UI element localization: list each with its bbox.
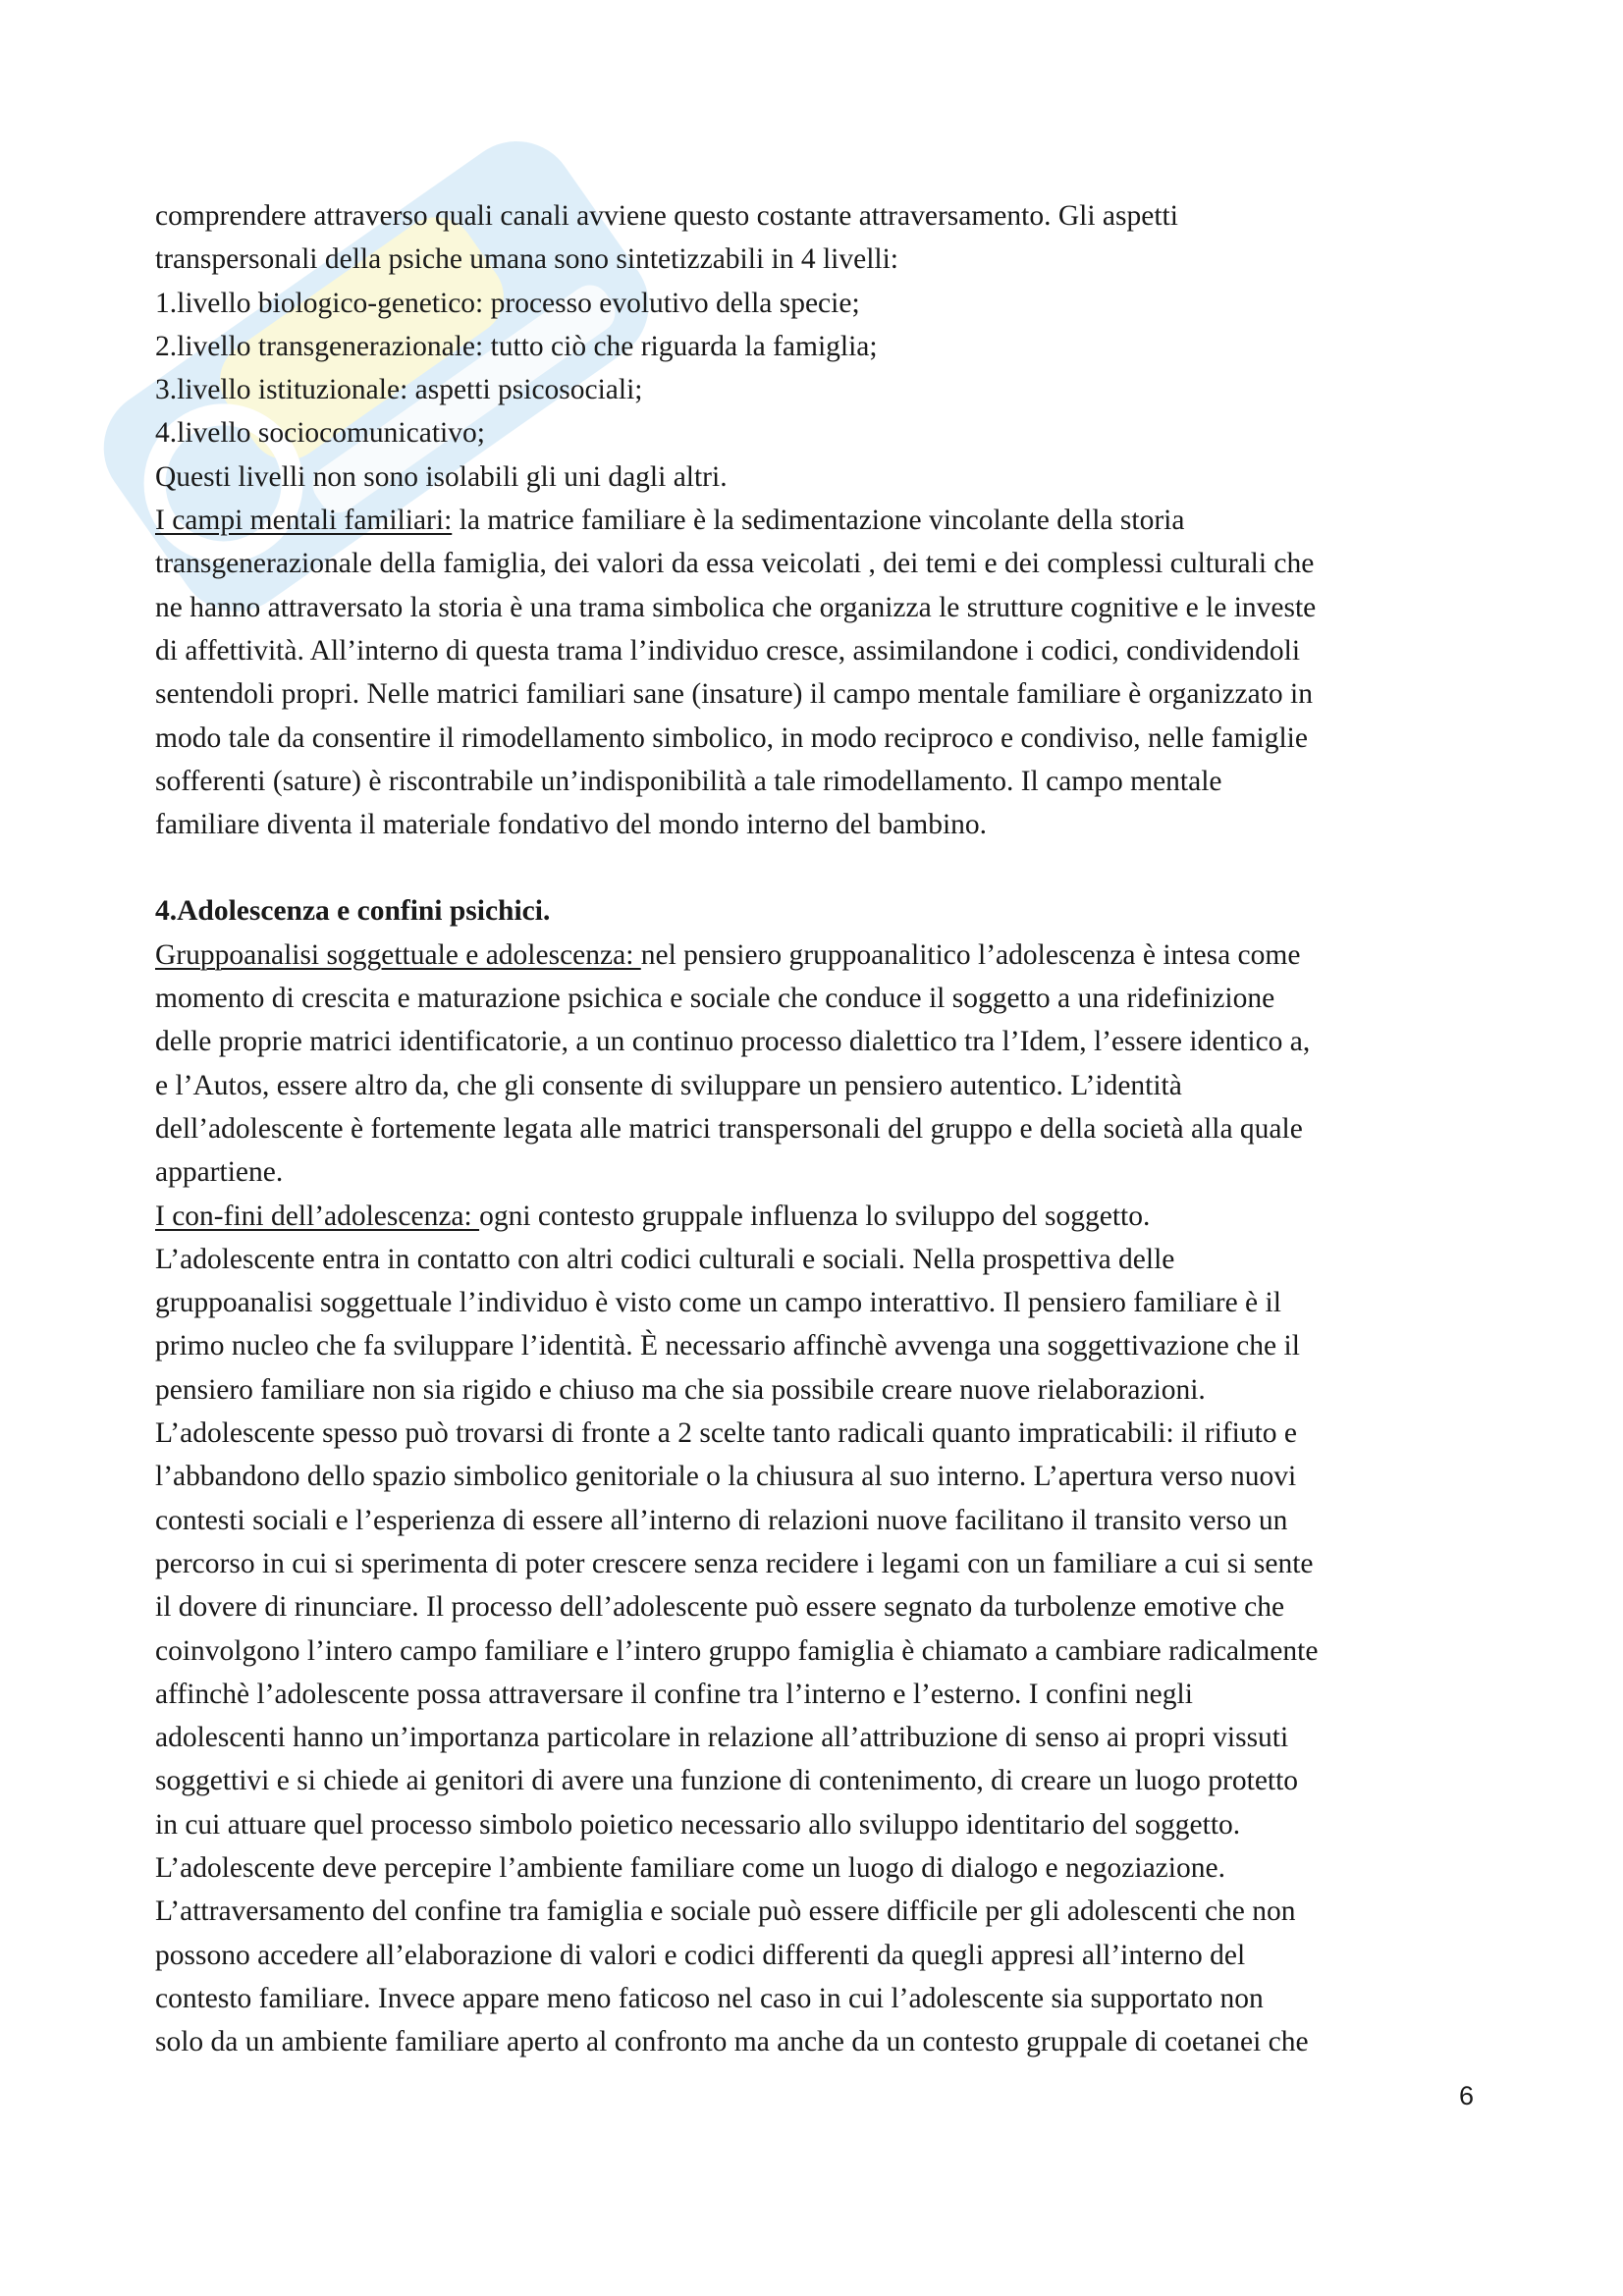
text-line: affinchè l’adolescente possa attraversare il confine tra l’interno e l’esterno. I confini negli [155, 1678, 1193, 1710]
text-line: l’abbandono dello spazio simbolico genitoriale o la chiusura al suo interno. L’apertura verso nuovi [155, 1461, 1297, 1493]
text-line: L’adolescente spesso può trovarsi di fronte a 2 scelte tanto radicali quanto impraticabili: il rifiuto e [155, 1417, 1297, 1450]
text-line: primo nucleo che fa sviluppare l’identità. È necessario affinchè avvenga una soggettivazione che il [155, 1330, 1300, 1362]
text-line: soggettivi e si chiede ai genitori di avere una funzione di contenimento, di creare un luogo protetto [155, 1765, 1299, 1797]
text-line: 2.livello transgenerazionale: tutto ciò che riguarda la famiglia; [155, 330, 878, 362]
text-line: coinvolgono l’intero campo familiare e l’intero gruppo famiglia è chiamato a cambiare radicalmente [155, 1634, 1319, 1667]
text-line: momento di crescita e maturazione psichica e sociale che conduce il soggetto a una ridefinizione [155, 983, 1275, 1015]
text-line: comprendere attraverso quali canali avviene questo costante attraversamento. Gli aspetti [155, 200, 1178, 232]
text-line: contesti sociali e l’esperienza di essere all’interno di relazioni nuove facilitano il transito verso un [155, 1504, 1288, 1536]
text-line: Gruppoanalisi soggettuale e adolescenza: nel pensiero gruppoanalitico l’adolescenza è intesa come [155, 938, 1301, 971]
text-line: appartiene. [155, 1156, 284, 1189]
paragraph-gap [155, 846, 1490, 889]
text-line: modo tale da consentire il rimodellamento simbolico, in modo reciproco e condiviso, nelle famiglie [155, 721, 1308, 754]
text-line: transgenerazionale della famiglia, dei valori da essa veicolati , dei temi e dei complessi culturali che [155, 548, 1315, 580]
text-line: delle proprie matrici identificatorie, a un continuo processo dialettico tra l’Idem, l’essere identico a, [155, 1026, 1311, 1058]
text-line: 4.livello sociocomunicativo; [155, 417, 485, 450]
text-line: possono accedere all’elaborazione di valori e codici differenti da quegli appresi all’interno del [155, 1939, 1246, 1971]
campi-mentali-block [155, 499, 1490, 846]
text-line: solo da un ambiente familiare aperto al confronto ma anche da un contesto gruppale di coetanei che [155, 2026, 1309, 2058]
intro-block [155, 194, 1490, 499]
section-heading: 4.Adolescenza e confini psichici. [155, 895, 551, 928]
section-label: I con-fini dell’adolescenza: [155, 1200, 480, 1232]
text-line: contesto familiare. Invece appare meno faticoso nel caso in cui l’adolescente sia supportato non [155, 1982, 1264, 2014]
text-line: sentendoli propri. Nelle matrici familiari sane (insature) il campo mentale familiare è organizzato in [155, 678, 1313, 711]
page-number: 6 [1459, 2081, 1475, 2110]
text-line: familiare diventa il materiale fondativo del mondo interno del bambino. [155, 809, 988, 841]
section-label: Gruppoanalisi soggettuale e adolescenza: [155, 938, 641, 971]
gruppoanalisi-block [155, 934, 1490, 1195]
text-line: adolescenti hanno un’importanza particolare in relazione all’attribuzione di senso ai propri vissuti [155, 1722, 1289, 1754]
text-line: L’adolescente deve percepire l’ambiente familiare come un luogo di dialogo e negoziazione. [155, 1851, 1225, 1884]
text-line: dell’adolescente è fortemente legata alle matrici transpersonali del gruppo e della società alla quale [155, 1112, 1303, 1145]
text-line: I con-fini dell’adolescenza: ogni contesto gruppale influenza lo sviluppo del soggetto. [155, 1200, 1151, 1232]
text-line: sofferenti (sature) è riscontrabile un’indisponibilità a tale rimodellamento. Il campo mentale [155, 765, 1222, 797]
text-line: L’adolescente entra in contatto con altri codici culturali e sociali. Nella prospettiva delle [155, 1243, 1175, 1275]
text-line: transpersonali della psiche umana sono sintetizzabili in 4 livelli: [155, 243, 898, 276]
text-line: Questi livelli non sono isolabili gli uni dagli altri. [155, 460, 728, 493]
text-line: percorso in cui si sperimenta di poter crescere senza recidere i legami con un familiare a cui si sente [155, 1547, 1314, 1579]
text-line: ne hanno attraversato la storia è una trama simbolica che organizza le strutture cognitive e le investe [155, 591, 1317, 623]
text-line: I campi mentali familiari: la matrice familiare è la sedimentazione vincolante della storia [155, 505, 1185, 537]
text-line: pensiero familiare non sia rigido e chiuso ma che sia possibile creare nuove rielaborazioni. [155, 1373, 1206, 1406]
document-body [155, 194, 1490, 2063]
text-line: di affettività. All’interno di questa trama l’individuo cresce, assimilandone i codici, condividendoli [155, 634, 1301, 667]
text-line: gruppoanalisi soggettuale l’individuo è visto come un campo interattivo. Il pensiero familiare è il [155, 1287, 1281, 1319]
confini-block [155, 1195, 1490, 2064]
text-line: e l’Autos, essere altro da, che gli consente di sviluppare un pensiero autentico. L’identità [155, 1069, 1182, 1101]
section-label: I campi mentali familiari: [155, 505, 453, 537]
text-line: in cui attuare quel processo simbolo poietico necessario allo sviluppo identitario del soggetto. [155, 1808, 1241, 1841]
text-line: 3.livello istituzionale: aspetti psicosociali; [155, 374, 643, 406]
text-line: L’attraversamento del confine tra famiglia e sociale può essere difficile per gli adolescenti che non [155, 1896, 1296, 1928]
text-line: 1.livello biologico-genetico: processo evolutivo della specie; [155, 287, 860, 319]
text-line: il dovere di rinunciare. Il processo dell’adolescente può essere segnato da turbolenze emotive che [155, 1591, 1285, 1624]
